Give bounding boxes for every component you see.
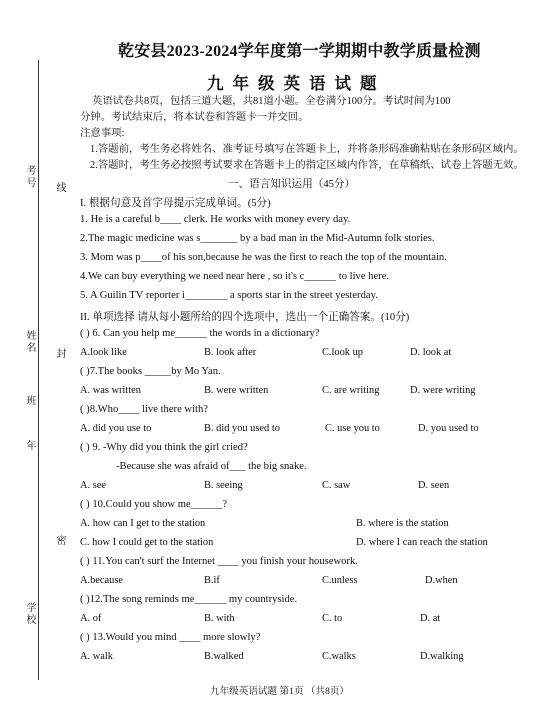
q11-option-a: A.because: [80, 575, 123, 586]
exam-subtitle: 九年级英语试题: [207, 74, 386, 93]
q7-option-c: C. are writing: [322, 385, 380, 396]
notice-2: 2.答题时，考生务必按照考试要求在答题卡上的指定区域内作答，在草稿纸、试卷上答题无效。: [90, 160, 524, 171]
question-9-line-2: -Because she was afraid of___ the big snake.: [116, 461, 307, 472]
q12-option-b: B. with: [204, 613, 235, 624]
question-13: ( ) 13.Would you mind ____ more slowly?: [80, 632, 261, 643]
q11-option-c: C.unless: [322, 575, 358, 586]
q13-option-d: D.walking: [420, 651, 464, 662]
question-12: ( )12.The song reminds me______ my countryside.: [80, 594, 298, 605]
q10-option-b: B. where is the station: [356, 518, 449, 529]
seal-char: 封: [54, 348, 65, 360]
part-1-heading: 一、语言知识运用（45分）: [228, 179, 356, 190]
name-label: 姓名: [24, 330, 35, 354]
seal-line-char: 线: [54, 182, 65, 194]
question-2: 2.The magic medicine was s_______ by a bad man in the Mid-Autumn folk stories.: [80, 233, 435, 244]
q9-option-d: D. seen: [418, 480, 450, 491]
q6-option-b: B. look after: [204, 347, 257, 358]
q8-option-b: B. did you used to: [204, 423, 280, 434]
class-label: 班: [24, 395, 35, 407]
q7-option-b: B. were written: [204, 385, 269, 396]
exam-number-label: 考号: [24, 165, 35, 189]
binding-line: [38, 60, 39, 680]
grade-label: 年: [24, 440, 35, 452]
q13-option-b: B.walked: [204, 651, 244, 662]
q6-option-d: D. look at: [410, 347, 452, 358]
q11-option-b: B.if: [204, 575, 220, 586]
question-7: ( )7.The books _____by Mo Yan.: [80, 366, 221, 377]
section-1-title: I. 根据句意及首字母提示完成单词。(5分): [80, 198, 271, 209]
question-3: 3. Mom was p____of his son,because he was the first to reach the top of the mountain.: [80, 252, 447, 263]
q13-option-a: A. walk: [80, 651, 113, 662]
question-1: 1. He is a careful b____ clerk. He works with money every day.: [80, 214, 351, 225]
exam-title: 乾安县2023-2024学年度第一学期期中教学质量检测: [118, 43, 481, 60]
page-footer: 九年级英语试题 第1页 （共8页）: [210, 686, 350, 697]
dense-char: 密: [54, 535, 65, 547]
q8-option-a: A. did you use to: [80, 423, 152, 434]
section-2-title: II. 单项选择 请从每小题所给的四个选项中，选出一个正确答案。(10分): [80, 312, 410, 323]
q12-option-c: C. to: [322, 613, 343, 624]
q9-option-b: B. seeing: [204, 480, 243, 491]
q6-option-c: C.look up: [322, 347, 363, 358]
question-11: ( ) 11.You can't surf the Internet ____ you finish your housework.: [80, 556, 358, 567]
q13-option-c: C.walks: [322, 651, 356, 662]
school-label: 学校: [24, 602, 35, 626]
q10-option-a: A. how can I get to the station: [80, 518, 206, 529]
q8-option-d: D. you used to: [418, 423, 479, 434]
intro-line-2: 分钟。考试结束后，将本试卷和答题卡一并交回。: [80, 112, 309, 123]
q7-option-a: A. was written: [80, 385, 141, 396]
question-4: 4.We can buy everything we need near here , so it's c______ to live here.: [80, 271, 390, 282]
q12-option-d: D. at: [420, 613, 441, 624]
q11-option-d: D.when: [425, 575, 458, 586]
q9-option-c: C. saw: [322, 480, 351, 491]
question-6: ( ) 6. Can you help me______ the words in a dictionary?: [80, 328, 320, 339]
question-8: ( )8.Who____ live there with?: [80, 404, 208, 415]
q12-option-a: A. of: [80, 613, 102, 624]
notice-1: 1.答题前，考生务必将姓名、准考证号填写在答题卡上，并将条形码准确粘贴在条形码区域内。: [90, 144, 524, 155]
question-5: 5. A Guilin TV reporter i________ a sports star in the street yesterday.: [80, 290, 378, 301]
q10-option-d: D. where I can reach the station: [356, 537, 488, 548]
q8-option-c: C. use you to: [325, 423, 380, 434]
question-10: ( ) 10.Could you show me______?: [80, 499, 228, 510]
q6-option-a: A.look like: [80, 347, 127, 358]
question-9: ( ) 9. -Why did you think the girl cried?: [80, 442, 248, 453]
q9-option-a: A. see: [80, 480, 106, 491]
q10-option-c: C. how I could get to the station: [80, 537, 214, 548]
notice-title: 注意事项:: [80, 128, 125, 139]
intro-line-1: 英语试卷共8页，包括三道大题，共81道小题。全卷满分100分。考试时间为100: [92, 96, 451, 107]
q7-option-d: D. were writing: [410, 385, 476, 396]
